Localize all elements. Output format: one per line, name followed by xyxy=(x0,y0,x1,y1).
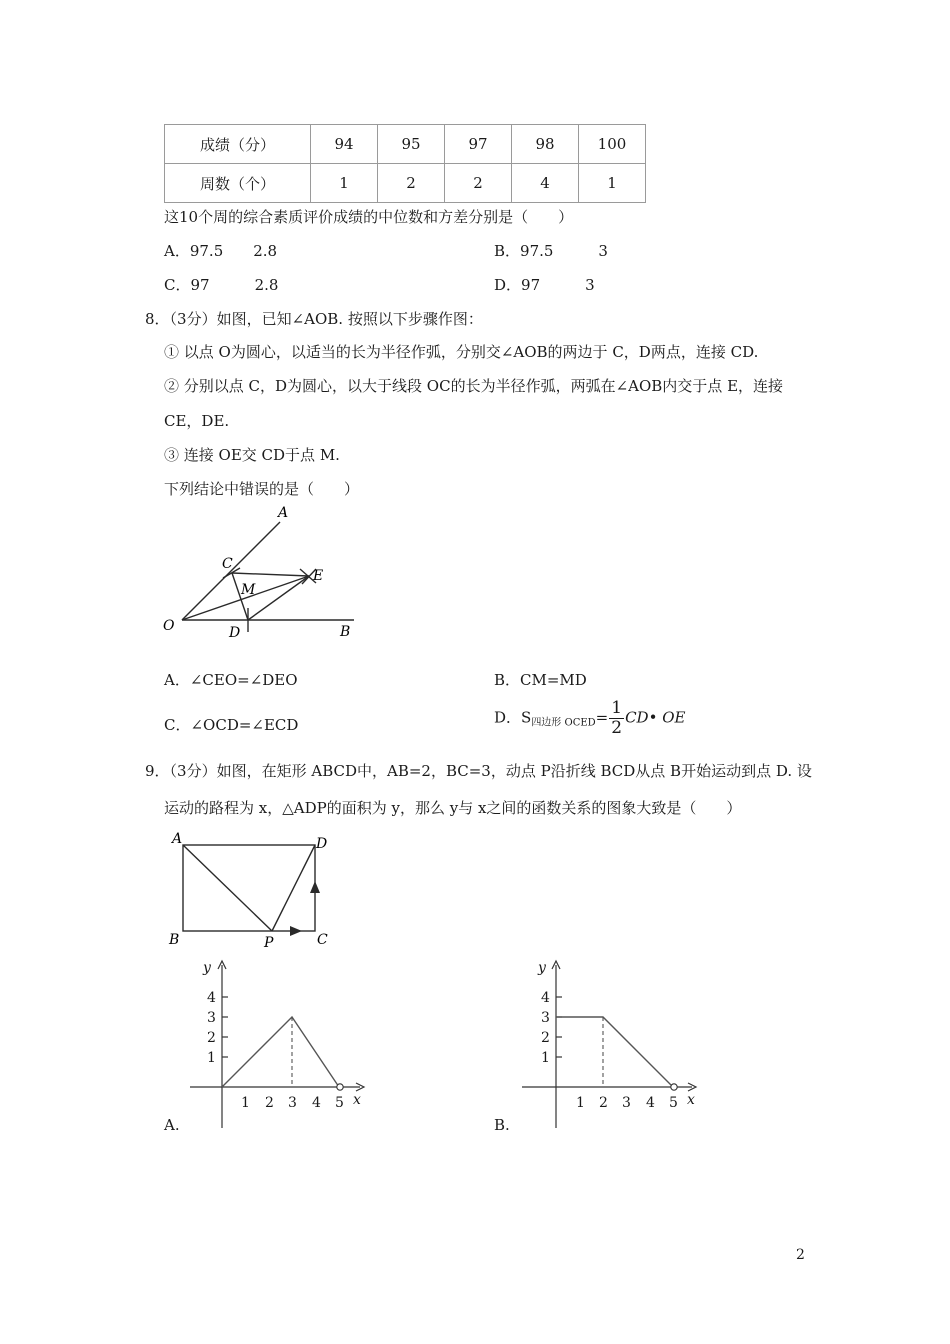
option-d-tail: CD• OE xyxy=(625,708,686,727)
score-table xyxy=(164,124,646,203)
table-cell: 100 xyxy=(579,125,646,164)
fraction-one-half xyxy=(609,700,624,737)
y-tick: 3 xyxy=(541,1010,550,1026)
q9-stem-line-2: 运动的路程为 x，△ADP的面积为 y，那么 y与 x之间的函数关系的图象大致是（ ） xyxy=(164,799,742,817)
y-axis-label: y xyxy=(203,960,211,976)
y-tick: 2 xyxy=(207,1030,216,1046)
graph-option-a xyxy=(180,955,370,1130)
table-header-weeks: 周数（个） xyxy=(165,164,311,203)
label-c: C xyxy=(317,932,328,948)
q8-stem: 8．（3分）如图，已知∠AOB. 按照以下步骤作图： xyxy=(145,310,483,328)
y-tick: 2 xyxy=(541,1030,550,1046)
label-b: B xyxy=(340,624,351,640)
label-d: D xyxy=(229,625,241,641)
q8-option-c: C．∠OCD=∠ECD xyxy=(164,716,299,734)
page-number: 2 xyxy=(796,1247,805,1263)
table-cell: 95 xyxy=(378,125,445,164)
table-row xyxy=(165,125,646,164)
q8-step-3: ③ 连接 OE交 CD于点 M. xyxy=(164,446,340,464)
q7-option-c: C．97 2.8 xyxy=(164,276,279,294)
x-tick: 1 xyxy=(576,1095,585,1111)
q8-option-b: B．CM=MD xyxy=(494,671,587,689)
fraction-numerator: 1 xyxy=(611,698,623,718)
table-cell: 98 xyxy=(512,125,579,164)
q7-option-a: A．97.5 2.8 xyxy=(164,242,278,260)
option-d-prefix: D．S xyxy=(494,708,532,727)
q8-step-2-cont: CE，DE. xyxy=(164,412,230,430)
q7-option-b: B．97.5 3 xyxy=(494,242,608,260)
x-tick: 4 xyxy=(646,1095,655,1111)
q7-stem: 这10个周的综合素质评价成绩的中位数和方差分别是（ ） xyxy=(164,208,574,226)
label-m: M xyxy=(241,582,256,598)
y-tick: 3 xyxy=(207,1010,216,1026)
q8-option-a: A．∠CEO=∠DEO xyxy=(164,671,298,689)
label-a: A xyxy=(172,831,183,847)
x-axis-label: x xyxy=(353,1092,361,1108)
label-c: C xyxy=(222,556,233,572)
table-header-score: 成绩（分） xyxy=(165,125,311,164)
label-d: D xyxy=(316,836,328,852)
x-tick: 3 xyxy=(622,1095,631,1111)
fraction-denominator: 2 xyxy=(611,718,623,738)
q7-option-d: D．97 3 xyxy=(494,276,595,294)
label-a: A xyxy=(278,505,289,521)
graph-option-b xyxy=(510,955,710,1130)
angle-construction-figure xyxy=(150,500,380,645)
label-e: E xyxy=(313,568,324,584)
y-axis-label: y xyxy=(538,960,546,976)
option-d-equals: = xyxy=(595,708,609,727)
table-cell: 2 xyxy=(378,164,445,203)
x-axis-label: x xyxy=(687,1092,695,1108)
q8-question: 下列结论中错误的是（ ） xyxy=(164,480,360,498)
q8-option-d xyxy=(494,700,685,737)
label-p: P xyxy=(264,935,274,951)
q9-option-a: A. xyxy=(164,1116,180,1134)
option-d-subscript: 四边形 OCED xyxy=(531,717,596,729)
label-o: O xyxy=(163,618,175,634)
table-cell: 4 xyxy=(512,164,579,203)
table-row xyxy=(165,164,646,203)
label-b: B xyxy=(169,932,180,948)
x-tick: 2 xyxy=(599,1095,608,1111)
x-tick: 2 xyxy=(265,1095,274,1111)
table-cell: 94 xyxy=(311,125,378,164)
x-tick: 1 xyxy=(241,1095,250,1111)
x-tick: 5 xyxy=(335,1095,344,1111)
rectangle-abcd-figure xyxy=(160,825,340,955)
x-tick: 3 xyxy=(288,1095,297,1111)
table-cell: 1 xyxy=(579,164,646,203)
table-cell: 2 xyxy=(445,164,512,203)
table-cell: 1 xyxy=(311,164,378,203)
x-tick: 4 xyxy=(312,1095,321,1111)
y-tick: 1 xyxy=(541,1050,550,1066)
y-tick: 4 xyxy=(541,990,550,1006)
q9-stem-line-1: 9．（3分）如图，在矩形 ABCD中，AB=2，BC=3，动点 P沿折线 BCD从点 B开始运动到点 D. 设 xyxy=(145,762,812,780)
q8-step-1: ① 以点 O为圆心，以适当的长为半径作弧，分别交∠AOB的两边于 C，D两点，连接 CD. xyxy=(164,343,759,361)
y-tick: 4 xyxy=(207,990,216,1006)
y-tick: 1 xyxy=(207,1050,216,1066)
q9-option-b: B. xyxy=(494,1116,510,1134)
q8-step-2: ② 分别以点 C，D为圆心，以大于线段 OC的长为半径作弧，两弧在∠AOB内交于点 E，连接 xyxy=(164,377,784,395)
x-tick: 5 xyxy=(669,1095,678,1111)
table-cell: 97 xyxy=(445,125,512,164)
